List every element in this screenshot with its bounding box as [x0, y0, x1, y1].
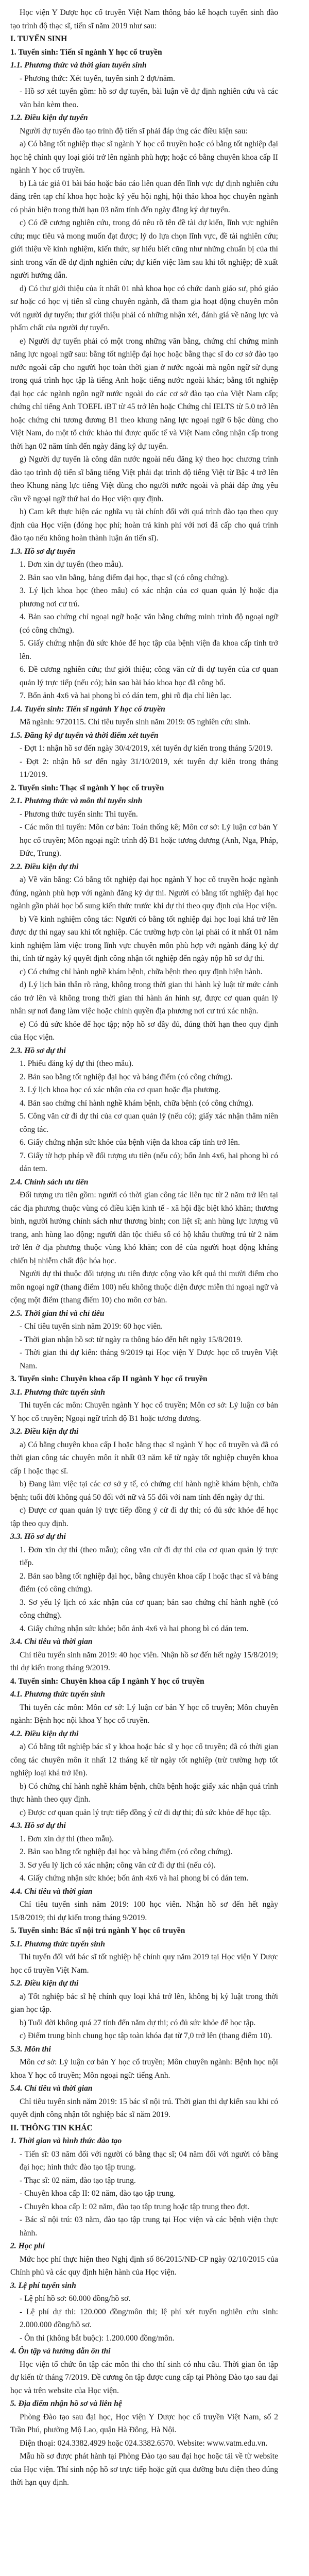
clause-heading: 1. Thời gian và hình thức đào tạo [10, 2137, 122, 2145]
list-item: - Bác sĩ nội trú: 03 năm, đào tạo tập trung tại Học viện và các bệnh viện thực hành. [20, 2215, 278, 2238]
body-paragraph: c) Có chứng chỉ hành nghề khám bệnh, chữa bệnh theo quy định hiện hành. [20, 967, 263, 976]
list-item: 6. Giấy chứng nhận sức khỏe của bệnh viện đa khoa cấp tỉnh trở lên. [20, 1138, 240, 1147]
list-item: - Thạc sĩ: 02 năm, đào tạo tập trung. [20, 2176, 136, 2185]
body-paragraph: b) Là tác giả 01 bài báo hoặc báo cáo liên quan đến lĩnh vực dự định nghiên cứu đăng trên tạp chí khoa học hoặc kỷ yếu hội nghị, hội thảo khoa học chuyên ngành có phản biện trong thời hạn 03 năm tính đến ngày đăng ký dự tuyển. [10, 179, 278, 214]
body-paragraph: Đối tượng ưu tiên gồm: người có thời gian công tác liên tục từ 2 năm trở lên tại các địa phương thuộc vùng có điều kiện kinh tế - xã hội đặc biệt khó khăn; thương binh, người hưởng chính sách như thương binh; con liệt sĩ; anh hùng lực lượng vũ trang, anh hùng lao động; người dân tộc thiểu số có hộ khẩu thường trú từ 2 năm trở lên ở địa phương thuộc vùng khó khăn; con đẻ của người hoạt động kháng chiến bị nhiễm chất độc hóa học. [10, 1191, 278, 1265]
clause-heading: 2.2. Điều kiện dự thi [10, 862, 79, 871]
body-paragraph: Mẫu hồ sơ được phát hành tại Phòng Đào tạo sau đại học hoặc tải về từ website của Học viện. Thí sinh nộp hồ sơ trực tiếp hoặc gửi qua đường bưu điện theo đúng thời hạn quy định. [10, 2452, 278, 2487]
intro-paragraph: Học viện Y Dược học cổ truyền Việt Nam thông báo kế hoạch tuyển sinh đào tạo trình độ thạc sĩ, tiến sĩ năm 2019 như sau: [10, 8, 278, 30]
list-item: 1. Đơn xin dự thi (theo mẫu). [20, 1834, 114, 1843]
clause-heading: 1.3. Hồ sơ dự tuyển [10, 547, 76, 556]
list-item: - Chuyên khoa cấp II: 02 năm, đào tạo tập trung. [20, 2189, 176, 2198]
body-paragraph: Điện thoại: 024.3382.4929 hoặc 024.3382.6570. Website: www.vatm.edu.vn. [20, 2438, 268, 2448]
clause-heading: 1.2. Điều kiện dự tuyển [10, 113, 88, 122]
list-item: 6. Đề cương nghiên cứu; thư giới thiệu; công văn cử đi dự tuyển của cơ quan quản lý trực tiếp (nếu có); bản sao bài báo khoa học đã công bố. [20, 665, 278, 687]
subsection-heading: 4. Tuyển sinh: Chuyên khoa cấp I ngành Y học cổ truyền [10, 1676, 204, 1686]
body-paragraph: Học viện tổ chức ôn tập các môn thi cho thí sinh có nhu cầu. Thời gian ôn tập dự kiến từ tháng 7/2019. Đề cương ôn tập được cung cấp tại Phòng Đào tạo sau đại học và trên website của Học viện. [10, 2360, 278, 2395]
body-paragraph: e) Người dự tuyển phải có một trong những văn bằng, chứng chỉ chứng minh năng lực ngoại ngữ sau: bằng tốt nghiệp đại học hoặc bằng thạc sĩ do cơ sở đào tạo nước ngoài cấp cho người học toàn thời gian ở nước ngoài mà ngôn ngữ sử dụng trong quá trình học tập là tiếng Anh hoặc tiếng nước ngoài khác; bằng tốt nghiệp đại học các ngành ngôn ngữ nước ngoài do các cơ sở đào tạo của Việt Nam cấp; chứng chỉ tiếng Anh TOEFL iBT từ 45 trở lên hoặc Chứng chỉ IELTS từ 5.0 trở lên hoặc chứng chỉ tương đương B1 theo khung năng lực ngoại ngữ 6 bậc dùng cho Việt Nam, do một tổ chức khảo thí được quốc tế và Việt Nam công nhận cấp trong thời hạn 02 năm tính đến ngày đăng ký dự tuyển. [10, 336, 278, 451]
list-item: 4. Giấy chứng nhận sức khỏe; bốn ảnh 4x6 và hai phong bì có dán tem. [20, 1624, 249, 1633]
list-item: - Phương thức tuyển sinh: Thi tuyển. [20, 809, 138, 819]
section-heading: I. TUYỂN SINH [10, 35, 67, 43]
list-item: - Phương thức: Xét tuyển, tuyển sinh 2 đợt/năm. [20, 74, 175, 83]
body-paragraph: e) Có đủ sức khỏe để học tập; nộp hồ sơ đầy đủ, đúng thời hạn theo quy định của Học viện. [10, 1020, 278, 1042]
clause-heading: 4.2. Điều kiện dự thi [10, 1729, 79, 1738]
list-item: - Chỉ tiêu tuyển sinh năm 2019: 60 học viên. [20, 1322, 163, 1331]
body-paragraph: Phòng Đào tạo sau đại học, Học viện Y Dược học cổ truyền Việt Nam, số 2 Trần Phú, phường Mộ Lao, quận Hà Đông, Hà Nội. [10, 2412, 278, 2434]
clause-heading: 5.2. Điều kiện dự thi [10, 1979, 79, 1988]
list-item: - Ôn thi (không bắt buộc): 1.200.000 đồng/môn. [20, 2333, 175, 2343]
clause-heading: 1.1. Phương thức và thời gian tuyển sinh [10, 61, 147, 70]
clause-heading: 4.4. Chỉ tiêu và thời gian [10, 1887, 93, 1896]
clause-heading: 2.4. Chính sách ưu tiên [10, 1177, 89, 1187]
list-item: - Hồ sơ xét tuyển gồm: hồ sơ dự tuyển, bài luận về dự định nghiên cứu và các văn bản kèm theo. [20, 87, 278, 109]
list-item: - Thời gian thi dự kiến: tháng 9/2019 tại Học viện Y Dược học cổ truyền Việt Nam. [20, 1348, 278, 1370]
body-paragraph: Thi tuyển đối với bác sĩ tốt nghiệp hệ chính quy năm 2019 tại Học viện Y Dược học cổ truyền Việt Nam. [10, 1953, 278, 1975]
clause-heading: 1.5. Đăng ký dự tuyển và thời điểm xét tuyển [10, 731, 159, 740]
body-paragraph: Thi tuyển các môn: Chuyên ngành Y học cổ truyền; Môn cơ sở: Lý luận cơ bản Y học cổ truyền; Ngoại ngữ trình độ B1 hoặc tương đương. [10, 1401, 278, 1423]
list-item: 1. Đơn xin dự thi (theo mẫu); công văn cử đi dự thi của cơ quan quản lý trực tiếp. [20, 1545, 278, 1567]
list-item: - Đợt 1: nhận hồ sơ đến ngày 30/4/2019, xét tuyển dự kiến trong tháng 5/2019. [20, 744, 273, 753]
body-paragraph: Mã ngành: 9720115. Chỉ tiêu tuyển sinh năm 2019: 05 nghiên cứu sinh. [20, 718, 250, 726]
list-item: 4. Bản sao chứng chỉ ngoại ngữ hoặc văn bằng chứng minh trình độ ngoại ngữ (có công chứng). [20, 613, 278, 635]
list-item: 4. Bản sao chứng chỉ hành nghề khám bệnh, chữa bệnh (có công chứng). [20, 1098, 254, 1108]
body-paragraph: b) Có chứng chỉ hành nghề khám bệnh, chữa bệnh hoặc giấy xác nhận quá trình thực hành theo quy định. [10, 1782, 278, 1804]
body-paragraph: d) Lý lịch bản thân rõ ràng, không trong thời gian thi hành kỷ luật từ mức cảnh cáo trở lên và không trong thời gian thi hành án hình sự, được cơ quan quản lý nhân sự nơi đang làm việc hoặc chính quyền địa phương nơi cư trú xác nhận. [10, 980, 278, 1015]
body-paragraph: c) Điểm trung bình chung học tập toàn khóa đạt từ 7,0 trở lên (thang điểm 10). [20, 2031, 272, 2040]
body-paragraph: a) Về văn bằng: Có bằng tốt nghiệp đại học ngành Y học cổ truyền hoặc ngành đúng, ngành phù hợp với ngành đăng ký dự thi. Người có bằng tốt nghiệp đại học ngành gần phải học bổ sung kiến thức trước khi dự thi theo quy định của Học viện. [10, 875, 278, 910]
clause-heading: 5.4. Chỉ tiêu và thời gian [10, 2084, 93, 2093]
clause-heading: 5.3. Môn thi [10, 2044, 51, 2054]
body-paragraph: Môn cơ sở: Lý luận cơ bản Y học cổ truyền; Môn chuyên ngành: Bệnh học nội khoa Y học cổ truyền; Môn ngoại ngữ: tiếng Anh. [10, 2058, 278, 2080]
body-paragraph: b) Về kinh nghiệm công tác: Người có bằng tốt nghiệp đại học loại khá trở lên được dự thi ngay sau khi tốt nghiệp. Các trường hợp còn lại phải có ít nhất 01 năm kinh nghiệm làm việc trong lĩnh vực chuyên môn phù hợp với ngành đăng ký dự thi, tính từ ngày ký quyết định công nhận tốt nghiệp đến ngày nộp hồ sơ dự thi. [10, 914, 278, 963]
list-item: 1. Phiếu đăng ký dự thi (theo mẫu). [20, 1059, 134, 1068]
list-item: - Thời gian nhận hồ sơ: từ ngày ra thông báo đến hết ngày 15/8/2019. [20, 1335, 243, 1344]
clause-heading: 3.1. Phương thức tuyển sinh [10, 1387, 105, 1397]
body-paragraph: b) Tuổi đời không quá 27 tính đến năm dự thi; có đủ sức khỏe để học tập. [20, 2018, 256, 2027]
body-paragraph: d) Có thư giới thiệu của ít nhất 01 nhà khoa học có chức danh giáo sư, phó giáo sư hoặc có học vị tiến sĩ cùng chuyên ngành, đã tham gia hoạt động chuyên môn với người dự tuyển; thư giới thiệu phải có những nhận xét, đánh giá về năng lực và phẩm chất của người dự tuyển. [10, 284, 278, 332]
clause-heading: 2.1. Phương thức và môn thi tuyển sinh [10, 796, 143, 805]
body-paragraph: c) Được cơ quan quản lý trực tiếp đồng ý cử đi dự thi; đủ sức khỏe để học tập. [20, 1808, 271, 1817]
list-item: 7. Bốn ảnh 4x6 và hai phong bì có dán tem, ghi rõ địa chỉ liên lạc. [20, 691, 232, 700]
body-paragraph: a) Có bằng chuyên khoa cấp I hoặc bằng thạc sĩ ngành Y học cổ truyền và đã có thời gian công tác chuyên môn ít nhất 03 năm kể từ ngày tốt nghiệp chuyên khoa cấp I hoặc thạc sĩ. [10, 1440, 278, 1476]
body-paragraph: a) Có bằng tốt nghiệp bác sĩ y khoa hoặc bác sĩ y học cổ truyền; đã có thời gian công tác chuyên môn ít nhất 12 tháng kể từ ngày tốt nghiệp (trừ trường hợp tốt nghiệp loại khá trở lên). [10, 1742, 278, 1777]
list-item: 5. Công văn cử đi dự thi của cơ quan quản lý (nếu có); giấy xác nhận thâm niên công tác. [20, 1112, 278, 1134]
list-item: - Đợt 2: nhận hồ sơ đến ngày 31/10/2019, xét tuyển dự kiến trong tháng 11/2019. [20, 757, 278, 779]
list-item: 2. Bản sao bằng tốt nghiệp đại học, bằng chuyên khoa cấp I hoặc thạc sĩ và bảng điểm (có công chứng). [20, 1571, 278, 1594]
list-item: 2. Bản sao bằng tốt nghiệp đại học và bảng điểm (có công chứng). [20, 1072, 233, 1081]
clause-heading: 3. Lệ phí tuyển sinh [10, 2281, 76, 2290]
list-item: 4. Giấy chứng nhận sức khỏe; bốn ảnh 4x6 và hai phong bì có dán tem. [20, 1874, 249, 1883]
clause-heading: 1.4. Tuyển sinh: Tiến sĩ ngành Y học cổ truyền [10, 704, 165, 714]
list-item: 2. Bản sao bằng tốt nghiệp đại học và bảng điểm (có công chứng). [20, 1848, 233, 1856]
body-paragraph: Thi tuyển các môn: Môn cơ sở: Lý luận cơ bản Y học cổ truyền; Môn chuyên ngành: Bệnh học nội khoa Y học cổ truyền. [10, 1703, 278, 1725]
list-item: - Lệ phí dự thi: 120.000 đồng/môn thi; lệ phí xét tuyển nghiên cứu sinh: 2.000.000 đồng/hồ sơ. [20, 2307, 278, 2329]
list-item: 3. Lý lịch khoa học có xác nhận của cơ quan hoặc địa phương. [20, 1086, 220, 1094]
clause-heading: 4.3. Hồ sơ dự thi [10, 1821, 66, 1830]
list-item: 7. Giấy tờ hợp pháp về đối tượng ưu tiên (nếu có); bốn ảnh 4x6, hai phong bì có dán tem. [20, 1151, 278, 1173]
list-item: 3. Sơ yếu lý lịch có xác nhận của cơ quan; bản sao chứng chỉ hành nghề (có công chứng). [20, 1598, 278, 1620]
body-paragraph: Chỉ tiêu tuyển sinh năm 2019: 15 bác sĩ nội trú. Thời gian thi dự kiến sau khi có quyết định công nhận tốt nghiệp bác sĩ năm 2019. [10, 2097, 278, 2119]
body-paragraph: Mức học phí thực hiện theo Nghị định số 86/2015/NĐ-CP ngày 02/10/2015 của Chính phủ và các quy định hiện hành của Học viện. [10, 2255, 278, 2277]
body-paragraph: h) Cam kết thực hiện các nghĩa vụ tài chính đối với quá trình đào tạo theo quy định của Học viện (đóng học phí; hoàn trả kinh phí với nơi đã cấp cho quá trình đào tạo nếu không hoàn thành luận án tiến sĩ). [10, 507, 278, 543]
body-paragraph: a) Có bằng tốt nghiệp thạc sĩ ngành Y học cổ truyền hoặc có bằng tốt nghiệp đại học hệ chính quy loại giỏi trở lên ngành phù hợp; hoặc có bằng chuyên khoa cấp II ngành Y học cổ truyền. [10, 140, 278, 175]
subsection-heading: 3. Tuyển sinh: Chuyên khoa cấp II ngành Y học cổ truyền [10, 1375, 208, 1383]
clause-heading: 2.3. Hồ sơ dự thi [10, 1046, 66, 1055]
body-paragraph: b) Đang làm việc tại các cơ sở y tế, có chứng chỉ hành nghề khám bệnh, chữa bệnh; tuổi đời không quá 50 đối với nữ và 55 đối với nam tính đến ngày dự thi. [10, 1480, 278, 1502]
body-paragraph: Chỉ tiêu tuyển sinh năm 2019: 40 học viên. Nhận hồ sơ đến hết ngày 15/8/2019; thi dự kiến trong tháng 9/2019. [10, 1650, 278, 1672]
clause-heading: 5. Địa điểm nhận hồ sơ và liên hệ [10, 2399, 122, 2408]
list-item: - Tiến sĩ: 03 năm đối với người có bằng thạc sĩ; 04 năm đối với người có bằng đại học; hình thức đào tạo tập trung. [20, 2149, 278, 2172]
body-paragraph: Chỉ tiêu tuyển sinh năm 2019: 100 học viên. Nhận hồ sơ đến hết ngày 15/8/2019; thi dự kiến trong tháng 9/2019. [10, 1900, 278, 1922]
subsection-heading: 5. Tuyển sinh: Bác sĩ nội trú ngành Y học cổ truyền [10, 1926, 185, 1935]
list-item: 1. Đơn xin dự tuyển (theo mẫu). [20, 560, 124, 569]
clause-heading: 4. Ôn tập và hướng dẫn ôn thi [10, 2347, 111, 2355]
body-paragraph: c) Có đề cương nghiên cứu, trong đó nêu rõ tên đề tài dự kiến, lĩnh vực nghiên cứu; mục tiêu và mong muốn đạt được; lý do lựa chọn lĩnh vực, đề tài nghiên cứu; giới thiệu về kinh nghiệm, kiến thức, sự hiểu biết cũng như những chuẩn bị của thí sinh trong vấn đề dự định nghiên cứu; dự kiến việc làm sau khi tốt nghiệp; đề xuất người hướng dẫn. [10, 218, 278, 280]
body-paragraph: Người dự tuyển đào tạo trình độ tiến sĩ phải đáp ứng các điều kiện sau: [20, 126, 248, 135]
clause-heading: 4.1. Phương thức tuyển sinh [10, 1690, 105, 1699]
clause-heading: 2. Học phí [10, 2242, 45, 2250]
clause-heading: 5.1. Phương thức tuyển sinh [10, 1939, 105, 1948]
list-item: - Các môn thi tuyển: Môn cơ bản: Toán thống kê; Môn cơ sở: Lý luận cơ bản Y học cổ truyền; Môn ngoại ngữ: trình độ B1 hoặc tương đương (Anh, Nga, Pháp, Đức, Trung). [20, 823, 278, 858]
section-heading: II. THÔNG TIN KHÁC [10, 2123, 93, 2132]
clause-heading: 3.2. Điều kiện dự thi [10, 1427, 79, 1436]
list-item: 3. Sơ yếu lý lịch có xác nhận; công văn cử đi dự thi (nếu có). [20, 1860, 216, 1870]
list-item: 5. Giấy chứng nhận đủ sức khỏe để học tập của bệnh viện đa khoa cấp tỉnh trở lên. [20, 639, 278, 661]
list-item: 3. Lý lịch khoa học (theo mẫu) có xác nhận của cơ quan quản lý hoặc địa phương nơi cư trú. [20, 586, 278, 608]
clause-heading: 3.3. Hồ sơ dự thi [10, 1532, 66, 1541]
subsection-heading: 1. Tuyển sinh: Tiến sĩ ngành Y học cổ truyền [10, 47, 162, 57]
list-item: - Chuyên khoa cấp I: 02 năm, đào tạo tập trung hoặc tập trung theo đợt. [20, 2202, 250, 2211]
body-paragraph: Người dự thi thuộc đối tượng ưu tiên được cộng vào kết quả thi mười điểm cho môn ngoại ngữ (thang điểm 100) nếu không thuộc diện được miễn thi ngoại ngữ và cộng một điểm (thang điểm 10) cho môn cơ bản. [10, 1269, 278, 1304]
body-paragraph: c) Được cơ quan quản lý trực tiếp đồng ý cử đi dự thi; có đủ sức khỏe để học tập theo quy định. [10, 1506, 278, 1528]
body-paragraph: g) Người dự tuyển là công dân nước ngoài nếu đăng ký theo học chương trình đào tạo trình độ tiến sĩ bằng tiếng Việt phải đạt trình độ tiếng Việt từ Bậc 4 trở lên theo Khung năng lực tiếng Việt dùng cho người nước ngoài và phải đáp ứng yêu cầu về ngoại ngữ thứ hai do Học viện quy định. [10, 455, 278, 503]
clause-heading: 3.4. Chỉ tiêu và thời gian [10, 1637, 93, 1646]
clause-heading: 2.5. Thời gian thi và chỉ tiêu [10, 1309, 105, 1318]
list-item: 2. Bản sao văn bằng, bảng điểm đại học, thạc sĩ (có công chứng). [20, 573, 229, 582]
subsection-heading: 2. Tuyển sinh: Thạc sĩ ngành Y học cổ truyền [10, 783, 164, 792]
body-paragraph: a) Tốt nghiệp bác sĩ hệ chính quy loại khá trở lên, không bị kỷ luật trong thời gian học tập. [10, 1992, 278, 2014]
list-item: - Lệ phí hồ sơ: 60.000 đồng/hồ sơ. [20, 2294, 131, 2303]
